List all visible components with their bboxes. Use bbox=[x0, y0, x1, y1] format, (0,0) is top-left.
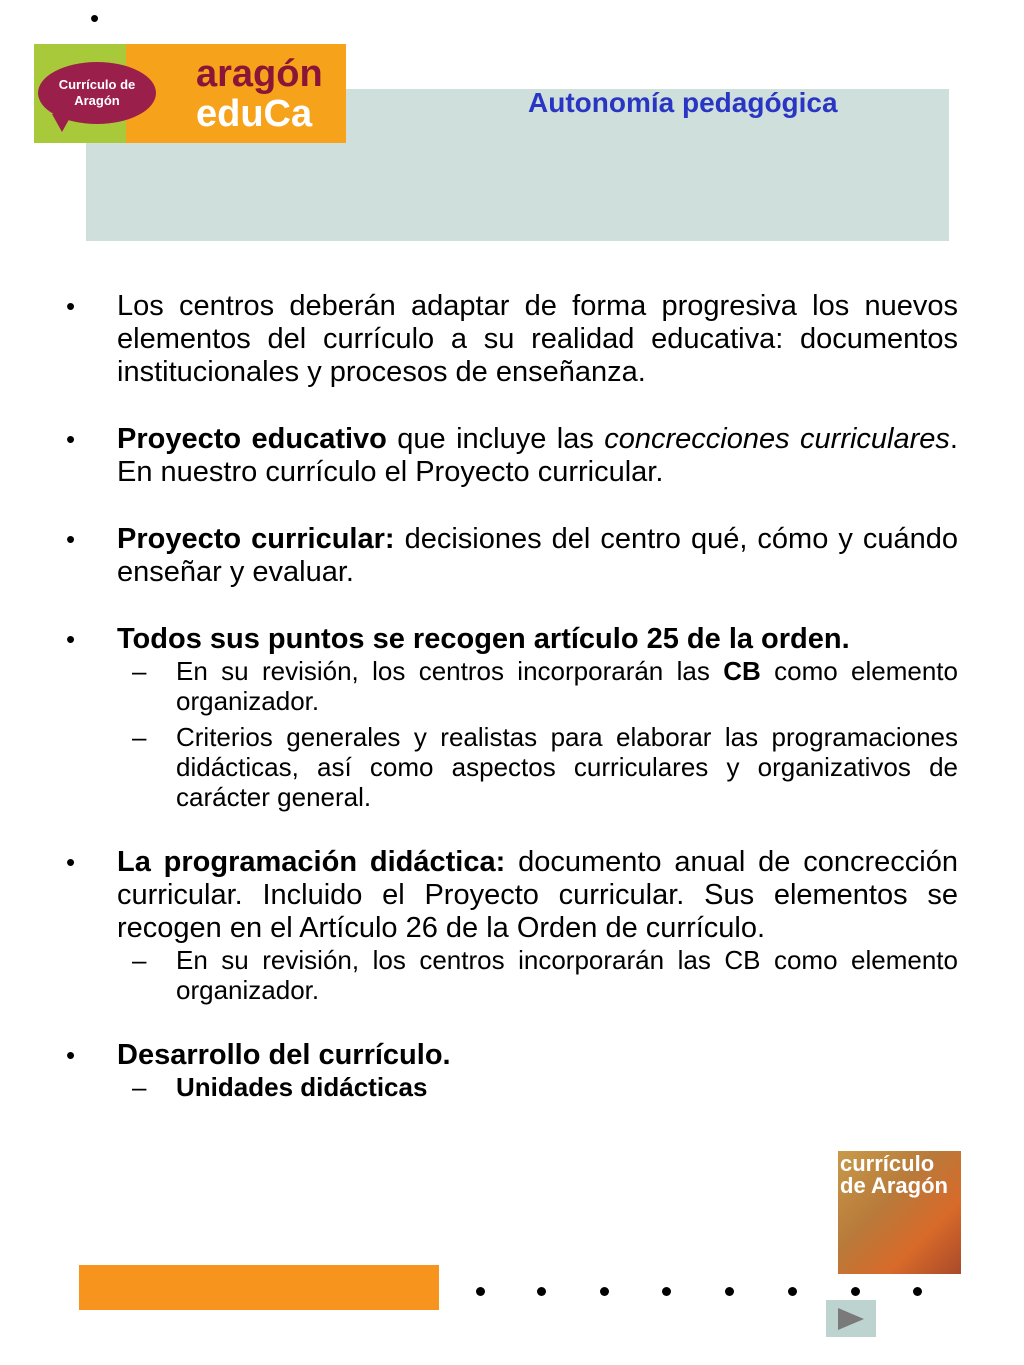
italic-term: concrecciones curriculares bbox=[604, 423, 950, 455]
bullet-text bbox=[117, 290, 958, 389]
bullet-text-run: Los centros deberán adaptar de forma progresiva los nuevos elementos del currículo a su realidad educativa: documentos institucionales y procesos de enseñanza. bbox=[117, 290, 958, 388]
bold-term: CB bbox=[723, 656, 761, 686]
bullet-text-run: que incluye las bbox=[386, 423, 605, 455]
footer-dot bbox=[600, 1287, 609, 1296]
logo-text-line2: Aragón bbox=[74, 93, 120, 108]
bullet-item bbox=[66, 846, 958, 945]
footer-dot bbox=[913, 1287, 922, 1296]
sub-text-run: Criterios generales y realistas para elaborar las programaciones didácticas, así como aspectos curriculares y organizativos de carácter general. bbox=[176, 722, 958, 812]
bullet-dot: • bbox=[66, 624, 76, 654]
footer-dot bbox=[537, 1287, 546, 1296]
next-slide-button[interactable] bbox=[826, 1300, 876, 1337]
bold-term: Proyecto educativo bbox=[117, 423, 387, 455]
bullet-text-run: documento anual de concrección curricular. Incluido el Proyecto curricular. Sus elementos se recogen en el Artículo 26 de la Orden de currículo. bbox=[117, 846, 959, 944]
sub-bullet-text bbox=[176, 945, 958, 1005]
bullet-dot: • bbox=[66, 1040, 76, 1070]
sub-bullet-item bbox=[132, 1072, 958, 1102]
sub-bullet-item bbox=[132, 656, 958, 716]
slide-title: Autonomía pedagógica bbox=[528, 87, 838, 118]
sub-bullet-text bbox=[176, 656, 958, 716]
sub-bullet-text bbox=[176, 722, 958, 812]
decorative-dot: • bbox=[90, 3, 100, 33]
logo-word-aragon: aragón bbox=[196, 52, 323, 95]
play-arrow-icon bbox=[838, 1308, 864, 1330]
bullet-dot: • bbox=[66, 424, 76, 454]
bullet-text bbox=[117, 423, 958, 489]
bullet-text-run: Desarrollo del currículo. bbox=[117, 1039, 451, 1071]
corner-image-text: currículo de Aragón bbox=[840, 1151, 948, 1198]
bullet-text-run: decisiones del centro qué, cómo y cuándo enseñar y evaluar. bbox=[117, 523, 958, 588]
logo-left-panel bbox=[34, 44, 136, 143]
sub-bullet-dash: – bbox=[132, 945, 147, 975]
sub-bullet-text bbox=[176, 1072, 958, 1102]
bold-term: Proyecto curricular: bbox=[117, 523, 395, 555]
bullet-dot: • bbox=[66, 291, 76, 321]
sub-bullet-item bbox=[132, 945, 958, 1005]
sub-text-run: En su revisión, los centros incorporarán las bbox=[176, 656, 724, 686]
bullet-dot: • bbox=[66, 847, 76, 877]
sub-text-run: En su revisión, los centros incorporarán las CB como elemento organizador. bbox=[176, 945, 958, 1005]
bullet-text-run: . En nuestro currículo el Proyecto curricular. bbox=[117, 423, 958, 488]
bullet-item bbox=[66, 423, 958, 489]
footer-dot bbox=[662, 1287, 671, 1296]
bullet-item bbox=[66, 290, 958, 389]
bullet-text bbox=[117, 623, 958, 656]
bullet-text bbox=[117, 523, 958, 589]
bold-term: La programación didáctica: bbox=[117, 846, 506, 878]
footer-dot bbox=[725, 1287, 734, 1296]
slide-content bbox=[66, 290, 958, 1102]
footer-dot bbox=[788, 1287, 797, 1296]
footer-dot bbox=[476, 1287, 485, 1296]
sub-text-run: como elemento organizador. bbox=[176, 656, 958, 716]
bullet-text bbox=[117, 1039, 958, 1072]
curriculo-aragon-logo bbox=[34, 44, 346, 143]
speech-bubble bbox=[38, 62, 156, 124]
bullet-item bbox=[66, 623, 958, 656]
bullet-text bbox=[117, 846, 958, 945]
bullet-text-run: Todos sus puntos se recogen artículo 25 de la orden. bbox=[117, 623, 850, 655]
bullet-item bbox=[66, 1039, 958, 1072]
footer-orange-bar bbox=[79, 1265, 439, 1310]
logo-text-line1: Currículo de bbox=[58, 77, 136, 92]
bullet-dot: • bbox=[66, 524, 76, 554]
curriculo-aragon-image bbox=[838, 1151, 961, 1274]
footer-dot bbox=[851, 1287, 860, 1296]
bullet-item bbox=[66, 523, 958, 589]
sub-bullet-dash: – bbox=[132, 1072, 147, 1102]
aragon-educa-logo bbox=[126, 44, 346, 143]
sub-text-run: Unidades didácticas bbox=[176, 1072, 428, 1102]
logo-word-educa: eduCa bbox=[196, 92, 313, 135]
sub-bullet-dash: – bbox=[132, 656, 147, 686]
sub-bullet-item bbox=[132, 722, 958, 812]
sub-bullet-dash: – bbox=[132, 722, 147, 752]
